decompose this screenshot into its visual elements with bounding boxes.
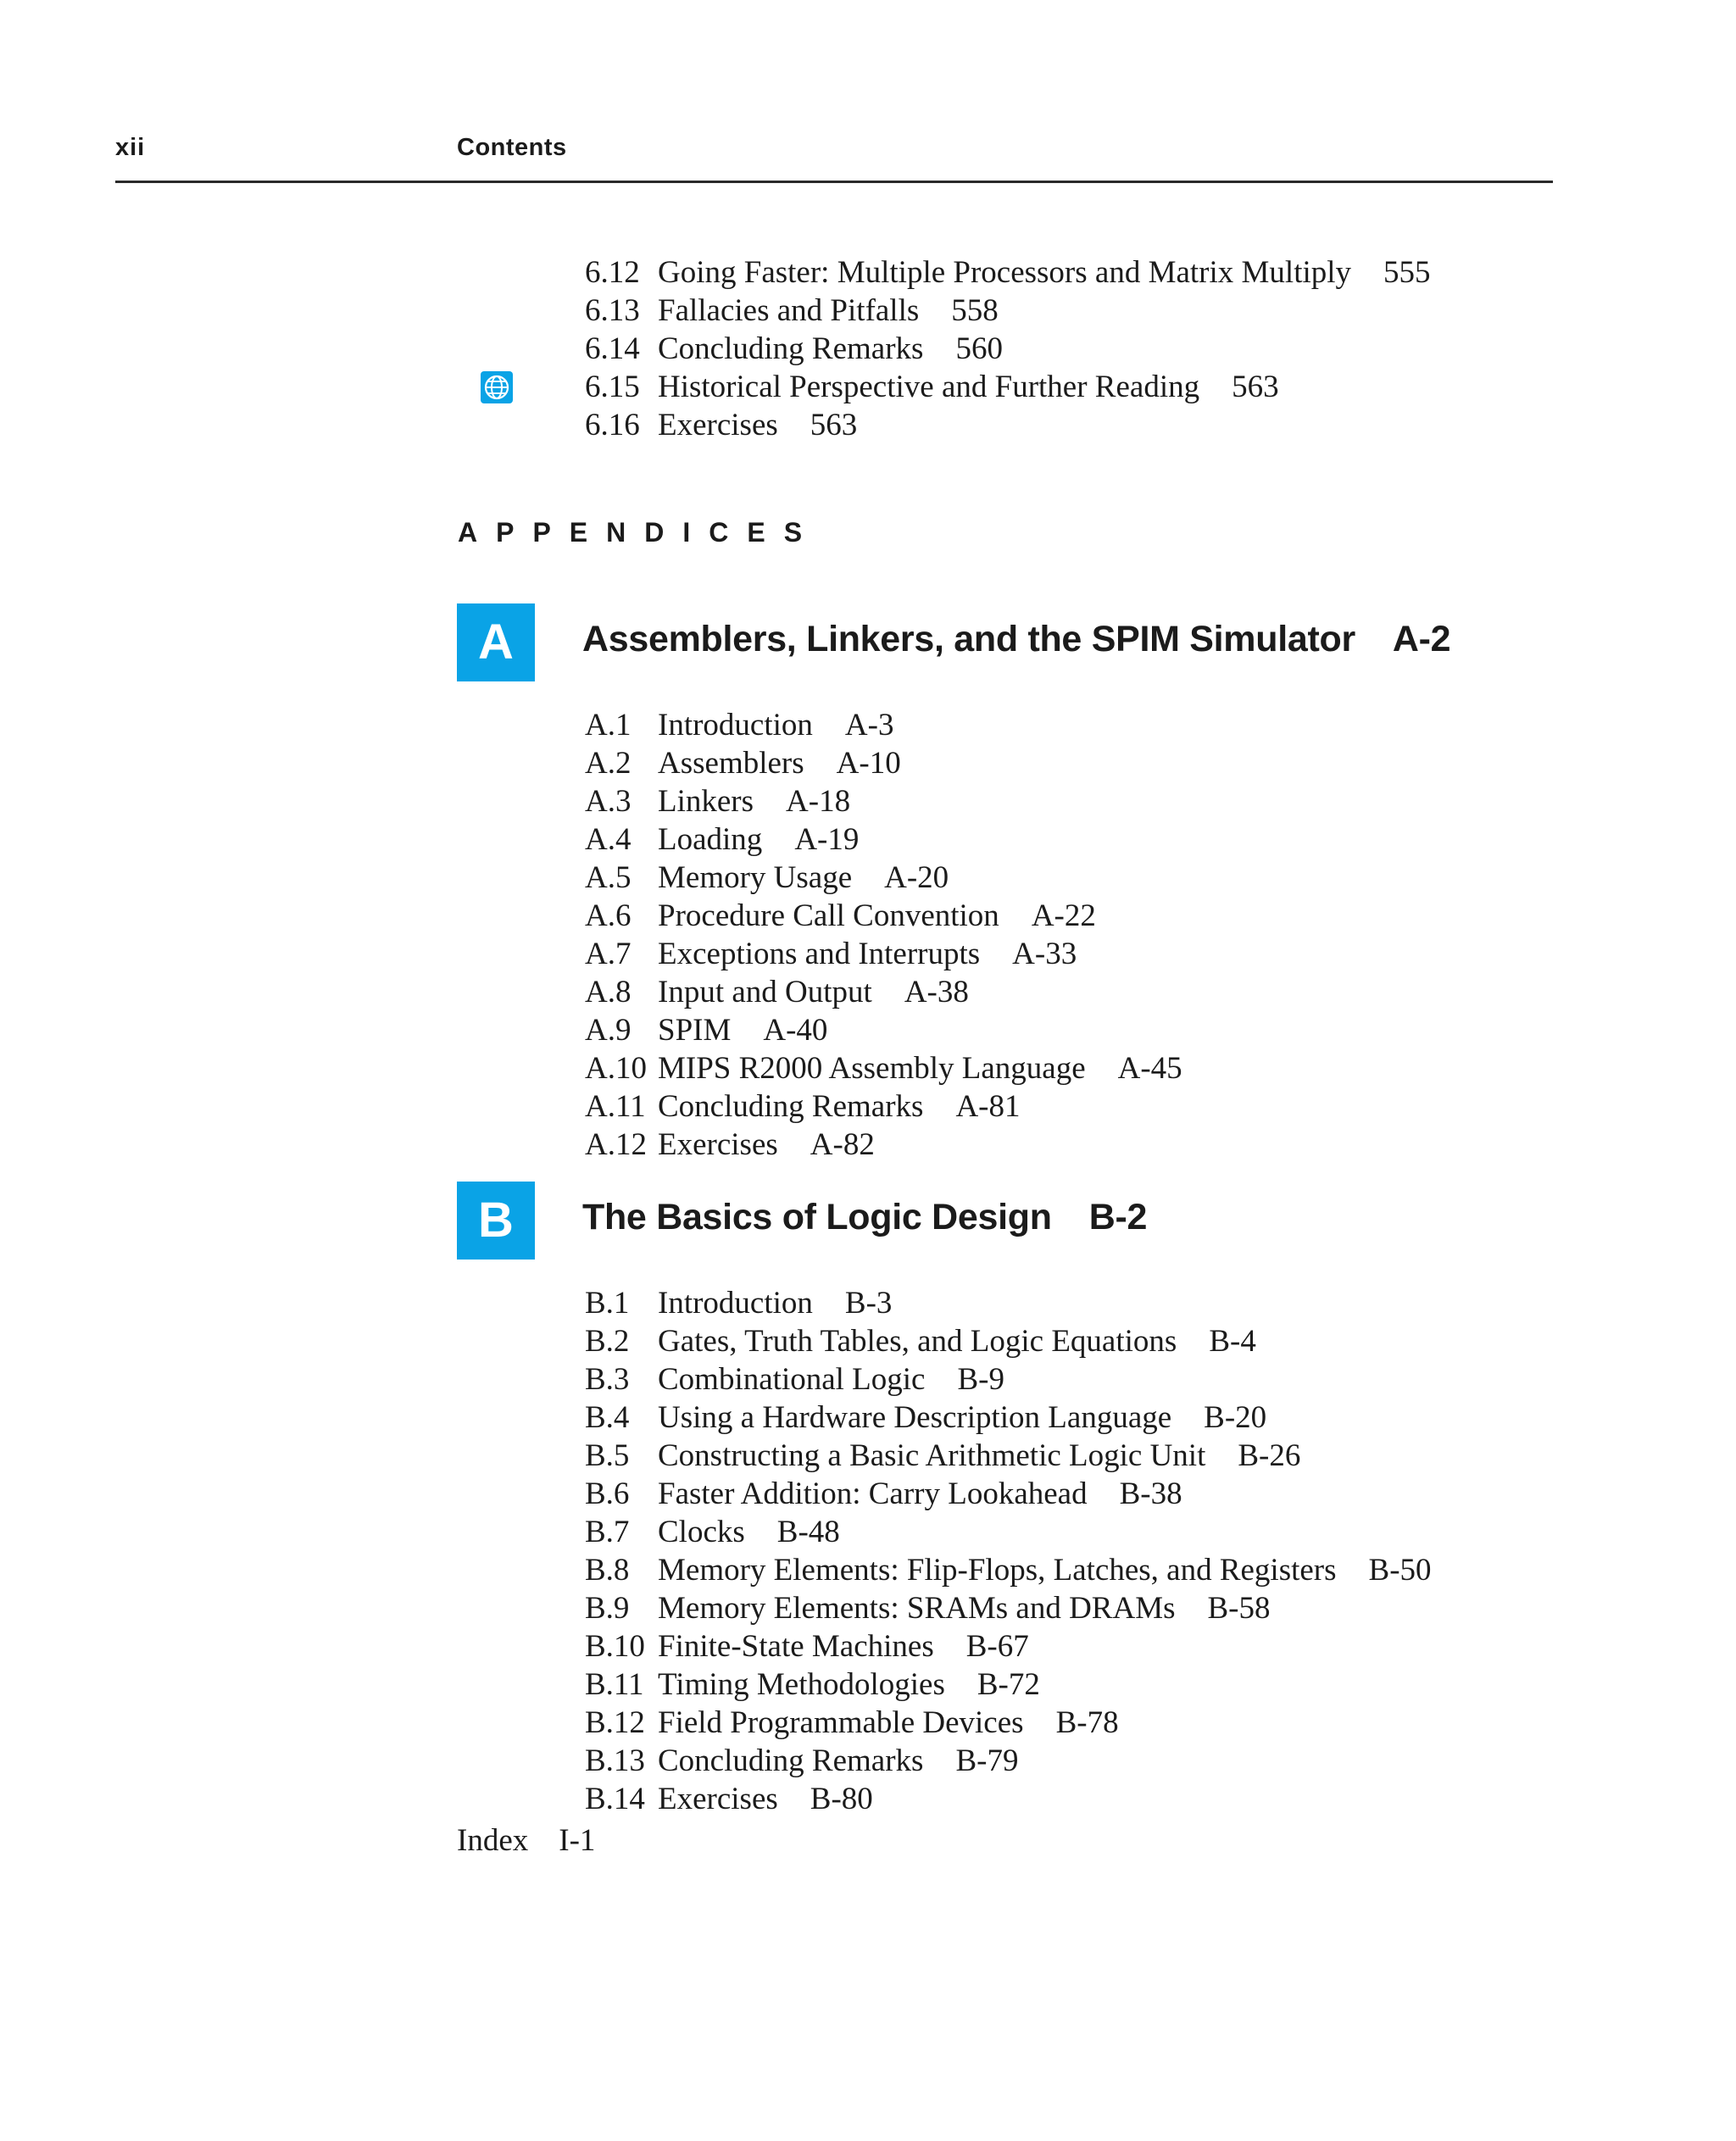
section-number: 6.16 [585, 408, 640, 442]
index-entry[interactable] [457, 1821, 595, 1860]
section-title: Finite-State Machines [658, 1629, 934, 1664]
section-number: A.4 [585, 822, 632, 857]
toc-entry[interactable] [585, 1551, 1432, 1590]
section-number: A.11 [585, 1089, 646, 1124]
appendix-page: B-2 [1088, 1197, 1148, 1237]
section-number: B.3 [585, 1362, 630, 1397]
section-title: Gates, Truth Tables, and Logic Equations [658, 1324, 1177, 1359]
section-title: Constructing a Basic Arithmetic Logic Unit [658, 1438, 1206, 1473]
section-number: 6.12 [585, 255, 640, 290]
toc-entry[interactable] [585, 1399, 1266, 1438]
toc-entry[interactable] [585, 330, 1003, 369]
section-title: Exercises [658, 408, 778, 442]
section-title: Input and Output [658, 975, 872, 1009]
section-page: A-33 [1012, 937, 1077, 971]
toc-entry[interactable] [585, 1049, 1182, 1088]
toc-entry[interactable] [585, 820, 859, 859]
globe-icon [481, 371, 513, 403]
section-page: B-26 [1238, 1438, 1301, 1473]
appendix-title-text: The Basics of Logic Design [582, 1197, 1052, 1237]
section-title: Concluding Remarks [658, 331, 924, 366]
running-header [115, 132, 1553, 183]
section-title: Procedure Call Convention [658, 898, 999, 933]
toc-entry[interactable] [585, 1087, 1020, 1126]
appendix-title[interactable] [582, 619, 1450, 660]
section-page: A-82 [810, 1127, 875, 1162]
section-title: Historical Perspective and Further Reading [658, 370, 1200, 404]
section-page: A-45 [1117, 1051, 1182, 1086]
section-title: Exercises [658, 1127, 778, 1162]
section-page: A-38 [904, 975, 969, 1009]
section-page: 563 [1232, 370, 1279, 404]
appendix-page: A-2 [1392, 619, 1451, 659]
section-title: Exceptions and Interrupts [658, 937, 981, 971]
index-label: Index [457, 1823, 529, 1858]
section-page: A-40 [763, 1013, 828, 1048]
toc-entry[interactable] [585, 1704, 1119, 1743]
toc-entry[interactable] [585, 744, 901, 783]
section-title: Exercises [658, 1782, 778, 1816]
section-page: A-20 [884, 860, 949, 895]
section-page: A-81 [955, 1089, 1021, 1124]
toc-entry[interactable] [585, 1513, 840, 1552]
section-title: Using a Hardware Description Language [658, 1400, 1172, 1435]
section-page: A-18 [786, 784, 851, 819]
section-title: Memory Elements: SRAMs and DRAMs [658, 1591, 1176, 1626]
section-number: B.12 [585, 1705, 645, 1740]
toc-entry[interactable] [585, 1780, 873, 1819]
section-number: 6.14 [585, 331, 640, 366]
toc-entry[interactable] [585, 782, 850, 821]
section-page: A-3 [844, 708, 894, 742]
section-number: A.1 [585, 708, 632, 742]
section-title: Faster Addition: Carry Lookahead [658, 1476, 1088, 1511]
section-number: B.11 [585, 1667, 644, 1702]
section-title: Clocks [658, 1515, 745, 1549]
section-number: A.12 [585, 1127, 647, 1162]
section-page: B-48 [776, 1515, 840, 1549]
section-page: B-67 [965, 1629, 1029, 1664]
section-title: Memory Usage [658, 860, 853, 895]
toc-entry[interactable] [585, 706, 893, 745]
section-page: B-80 [810, 1782, 873, 1816]
section-number: 6.15 [585, 370, 640, 404]
section-page: A-10 [836, 746, 901, 781]
section-page: B-79 [955, 1743, 1019, 1778]
toc-entry[interactable] [585, 935, 1077, 974]
section-page: B-38 [1119, 1476, 1182, 1511]
section-title: Introduction [658, 708, 813, 742]
appendices-heading: APPENDICES [458, 517, 821, 548]
section-page: B-78 [1055, 1705, 1119, 1740]
index-page: I-1 [559, 1823, 596, 1858]
section-page: A-22 [1031, 898, 1096, 933]
appendix-letter-badge: A [457, 603, 535, 681]
section-number: B.5 [585, 1438, 630, 1473]
section-number: A.7 [585, 937, 632, 971]
toc-entry[interactable] [585, 1011, 827, 1050]
section-number: B.1 [585, 1286, 630, 1321]
appendix-letter-badge: B [457, 1182, 535, 1260]
section-title: MIPS R2000 Assembly Language [658, 1051, 1086, 1086]
section-page: B-3 [844, 1286, 893, 1321]
toc-entry[interactable] [585, 1666, 1040, 1704]
section-page: B-4 [1209, 1324, 1256, 1359]
toc-entry[interactable] [585, 1126, 875, 1165]
section-title: Concluding Remarks [658, 1089, 924, 1124]
section-title: Linkers [658, 784, 754, 819]
toc-entry[interactable] [585, 897, 1096, 936]
section-page: 558 [951, 293, 999, 328]
section-number: B.4 [585, 1400, 630, 1435]
section-number: B.2 [585, 1324, 630, 1359]
toc-entry[interactable] [585, 1322, 1256, 1361]
section-number: A.5 [585, 860, 632, 895]
section-title: SPIM [658, 1013, 732, 1048]
toc-entry[interactable] [585, 1360, 1004, 1399]
running-title: Contents [457, 134, 567, 161]
section-page: B-9 [957, 1362, 1004, 1397]
section-number: A.8 [585, 975, 632, 1009]
section-number: A.10 [585, 1051, 647, 1086]
toc-entry[interactable] [585, 1589, 1271, 1628]
section-number: B.6 [585, 1476, 630, 1511]
section-page: 555 [1383, 255, 1431, 290]
section-title: Loading [658, 822, 763, 857]
section-number: B.14 [585, 1782, 645, 1816]
section-title: Field Programmable Devices [658, 1705, 1024, 1740]
toc-entry[interactable] [585, 292, 999, 331]
section-page: B-58 [1207, 1591, 1271, 1626]
section-title: Going Faster: Multiple Processors and Matrix Multiply [658, 255, 1352, 290]
section-number: B.9 [585, 1591, 630, 1626]
section-number: B.7 [585, 1515, 630, 1549]
section-page: B-72 [976, 1667, 1040, 1702]
section-title: Timing Methodologies [658, 1667, 945, 1702]
toc-entry[interactable] [585, 859, 949, 898]
toc-entry[interactable] [585, 1627, 1029, 1666]
section-page: A-19 [794, 822, 860, 857]
toc-entry[interactable] [585, 973, 969, 1012]
section-title: Fallacies and Pitfalls [658, 293, 920, 328]
section-number: B.8 [585, 1553, 630, 1588]
appendix-title[interactable] [582, 1197, 1147, 1238]
section-page: B-50 [1368, 1553, 1432, 1588]
section-number: B.10 [585, 1629, 645, 1664]
section-page: B-20 [1204, 1400, 1267, 1435]
section-number: A.3 [585, 784, 632, 819]
section-page: 560 [955, 331, 1003, 366]
toc-entry[interactable] [585, 253, 1431, 292]
section-number: A.9 [585, 1013, 632, 1048]
section-title: Introduction [658, 1286, 813, 1321]
toc-entry[interactable] [585, 1742, 1018, 1781]
toc-entry[interactable] [585, 1437, 1300, 1476]
section-title: Assemblers [658, 746, 804, 781]
toc-entry[interactable] [585, 1284, 892, 1323]
section-number: A.2 [585, 746, 632, 781]
section-number: B.13 [585, 1743, 645, 1778]
appendix-title-text: Assemblers, Linkers, and the SPIM Simulator [582, 619, 1355, 659]
toc-entry[interactable] [585, 368, 1279, 407]
section-title: Combinational Logic [658, 1362, 926, 1397]
toc-entry[interactable] [585, 406, 857, 445]
page-number: xii [115, 134, 146, 161]
toc-entry[interactable] [585, 1475, 1182, 1514]
section-number: 6.13 [585, 293, 640, 328]
header-rule [115, 181, 1553, 183]
section-number: A.6 [585, 898, 632, 933]
section-page: 563 [810, 408, 858, 442]
section-title: Memory Elements: Flip-Flops, Latches, and Registers [658, 1553, 1337, 1588]
section-title: Concluding Remarks [658, 1743, 924, 1778]
